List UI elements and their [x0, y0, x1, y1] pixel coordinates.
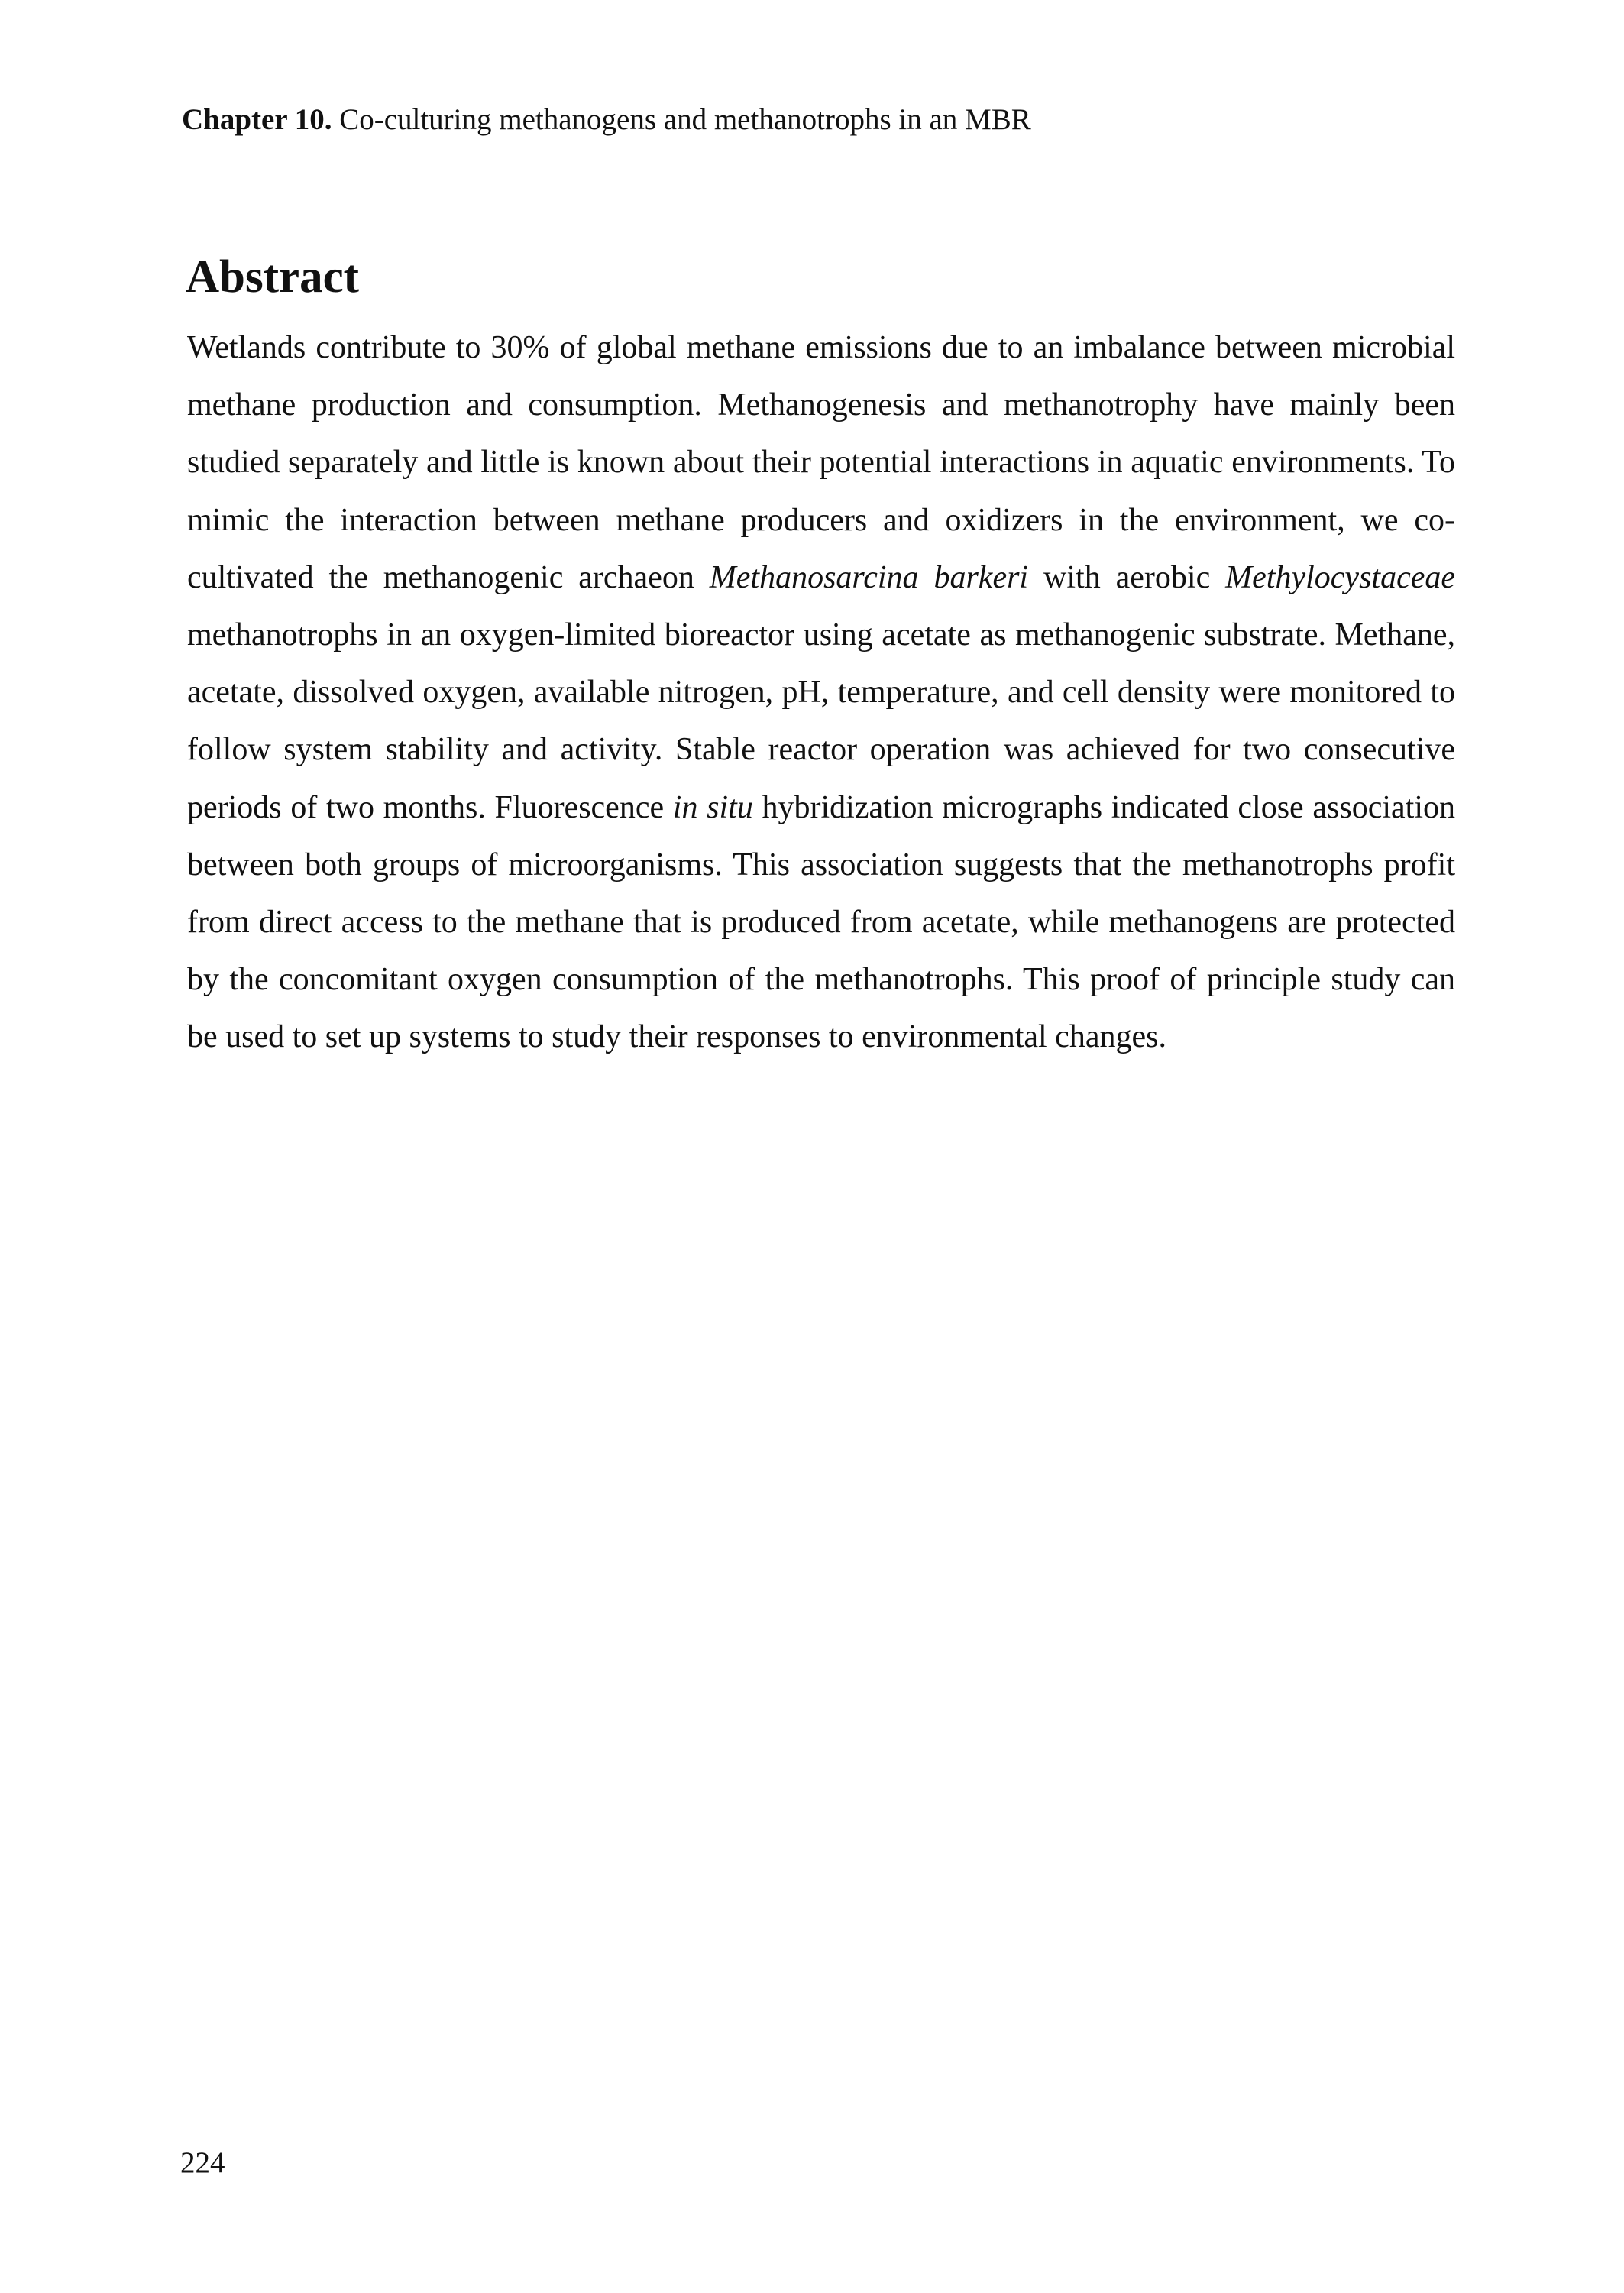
abstract-text-part-1: Wetlands contribute to 30% of global methane emissions due to an imbalance between microbial methane production and consumption. Methanogenesis and methanotrophy have mainly been studied separately and little is known about their potential interactions in aquatic environments. To mimic the interaction between methane producers and oxidizers in the environment, we co-cultivated the methanogenic archaeon: [187, 330, 1455, 595]
term-in-situ: in situ: [672, 789, 753, 825]
abstract-paragraph: [187, 319, 1455, 1067]
abstract-text-part-2: with aerobic: [1028, 559, 1226, 595]
chapter-number: Chapter 10.: [182, 103, 332, 136]
species-name-methanosarcina: Methanosarcina barkeri: [709, 559, 1029, 595]
running-header: [182, 101, 1480, 139]
abstract-text-part-4: hybridization micrographs indicated close association between both groups of microorganisms. This association suggests that the methanotrophs profit from direct access to the methane that is produced from acetate, while methanogens are protected by the concomitant oxygen consumption of the methanotrophs. This proof of principle study can be used to set up systems to study their responses to environmental changes.: [187, 789, 1455, 1055]
section-heading: Abstract: [186, 251, 359, 303]
chapter-title: Co-culturing methanogens and methanotrophs in an MBR: [339, 103, 1031, 136]
family-name-methylocystaceae: Methylocystaceae: [1225, 559, 1456, 595]
abstract-text-part-3: methanotrophs in an oxygen-limited bioreactor using acetate as methanogenic substrate. Methane, acetate, dissolved oxygen, available nitrogen, pH, temperature, and cell density were monitored to follow system stability and activity. Stable reactor operation was achieved for two consecutive periods of two months. Fluorescence: [187, 617, 1455, 825]
page-number: 224: [180, 2146, 225, 2179]
